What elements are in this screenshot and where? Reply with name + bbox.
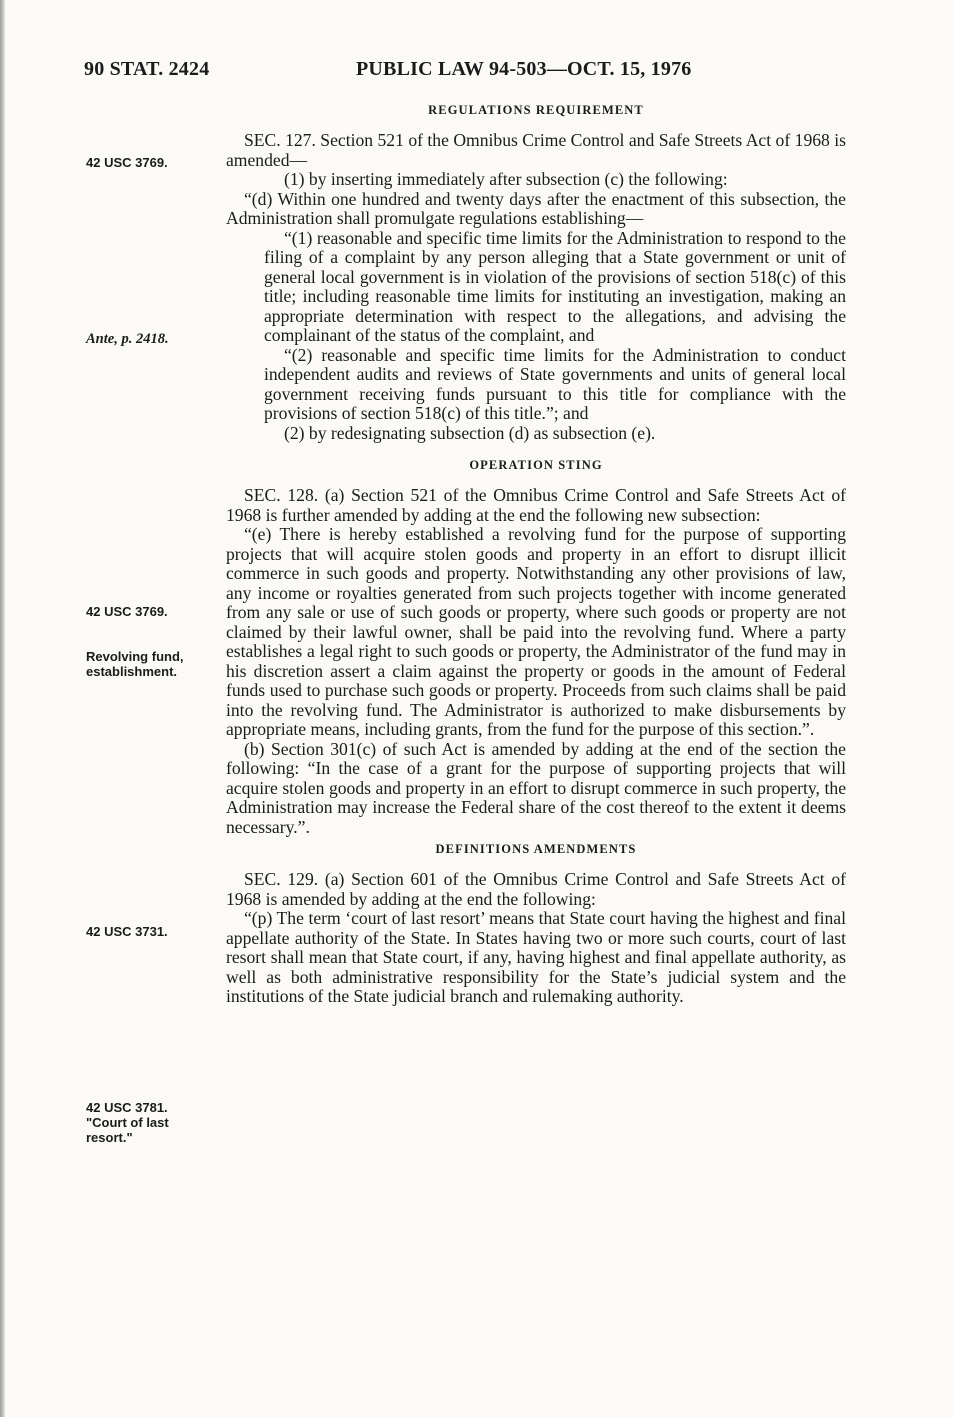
page-edge-shadow <box>0 0 5 1417</box>
section-gap <box>226 443 846 457</box>
sec-127-para-1: (1) by inserting immediately after subsection (c) the following: <box>284 169 728 189</box>
document-body <box>226 102 846 1007</box>
sec-127-para-2: (2) by redesignating subsection (d) as subsection (e). <box>284 422 656 443</box>
page-header <box>84 58 854 84</box>
sec-127-subsection-d: “(d) Within one hundred and twenty days after the enactment of this subsection, the Administration shall promulgate regulations establishing— <box>226 188 846 228</box>
margin-note-usc-3781: 42 USC 3781. <box>86 1100 168 1115</box>
heading-operation-sting: OPERATION STING <box>469 458 603 472</box>
sec-127-item-1: “(1) reasonable and specific time limits for the Administration to respond to the filing of a complaint by any person alleging that a State government or unit of general local government is in violation of the provisions of section 518(c) of this title; including reasonable time limits for instituting an investigation, making an appropriate determination with respect to the allegations, and advising the complainant of the status of the complaint, and <box>264 227 846 345</box>
sec-129-subsection-p: “(p) The term ‘court of last resort’ means that State court having the highest and final appellate authority of the State. In States having two or more such courts, court of last resort shall mean that State court, if any, having highest and final appellate authority, as well as both administrative responsibility for the State’s judicial system and the institutions of the State judicial branch and rulemaking authority. <box>226 908 846 1006</box>
sec-128-subsection-e: “(e) There is hereby established a revolving fund for the purpose of supporting projects that will acquire stolen goods and property in an effort to disrupt illicit commerce in such goods and property. Notwithstanding any other provisions of law, any income or royalties generated from such projects together with income generated from any sale or use of such goods or property, where such goods or property are not claimed by their lawful owner, shall be paid into the revolving fund. Where a party establishes a legal right to such goods or property, the Administrator of the fund may in his discretion assert a claim against the property or goods in the amount of Federal funds used to purchase such goods or property. Proceeds from such claims shall be paid into the revolving fund. The Administrator is authorized to make disbursements by appropriate means, including grants, from the fund for the purpose of this section.”. <box>226 524 846 739</box>
margin-note-revolving-line2: establishment. <box>86 664 178 679</box>
heading-regulations-requirement: REGULATIONS REQUIREMENT <box>428 103 644 117</box>
margin-note-ante <box>86 332 218 347</box>
sec-127-intro: SEC. 127. Section 521 of the Omnibus Crime Control and Safe Streets Act of 1968 is amended— <box>226 130 846 170</box>
sec-129-intro: SEC. 129. (a) Section 601 of the Omnibus Crime Control and Safe Streets Act of 1968 is amended by adding at the end the following: <box>226 869 846 909</box>
stat-citation: 90 STAT. 2424 <box>84 58 210 80</box>
law-title: PUBLIC LAW 94-503—OCT. 15, 1976 <box>356 58 692 80</box>
margin-note-court-of-last-resort <box>86 1100 218 1145</box>
margin-note-court-line2: resort." <box>86 1130 133 1145</box>
heading-definitions-amendments: DEFINITIONS AMENDMENTS <box>435 842 637 856</box>
margin-note-usc-3731: 42 USC 3731. <box>86 924 168 939</box>
sec-128-subsection-b: (b) Section 301(c) of such Act is amended by adding at the end of the section the following: “In the case of a grant for the purpose of supporting projects that will acquire stolen goods and property in an effort to disrupt commerce in such property, the Administration may increase the Federal share of the cost thereof to the extent it deems necessary.”. <box>226 738 846 837</box>
margin-note-usc-3769-b: 42 USC 3769. <box>86 604 168 619</box>
margin-note-revolving-line1: Revolving fund, <box>86 649 184 664</box>
margin-note-court-line1: "Court of last <box>86 1115 169 1130</box>
margin-note-revolving-fund <box>86 649 218 679</box>
margin-note-usc-3769-a: 42 USC 3769. <box>86 155 168 170</box>
margin-note-ante-text: Ante, p. 2418. <box>86 331 169 347</box>
sec-128-intro: SEC. 128. (a) Section 521 of the Omnibus Crime Control and Safe Streets Act of 1968 is further amended by adding at the end the following new subsection: <box>226 485 846 525</box>
sec-127-item-2: “(2) reasonable and specific time limits for the Administration to conduct independent audits and reviews of State governments and units of general local government receiving funds pursuant to this title for compliance with the provisions of section 518(c) of this title.”; and <box>264 344 846 423</box>
